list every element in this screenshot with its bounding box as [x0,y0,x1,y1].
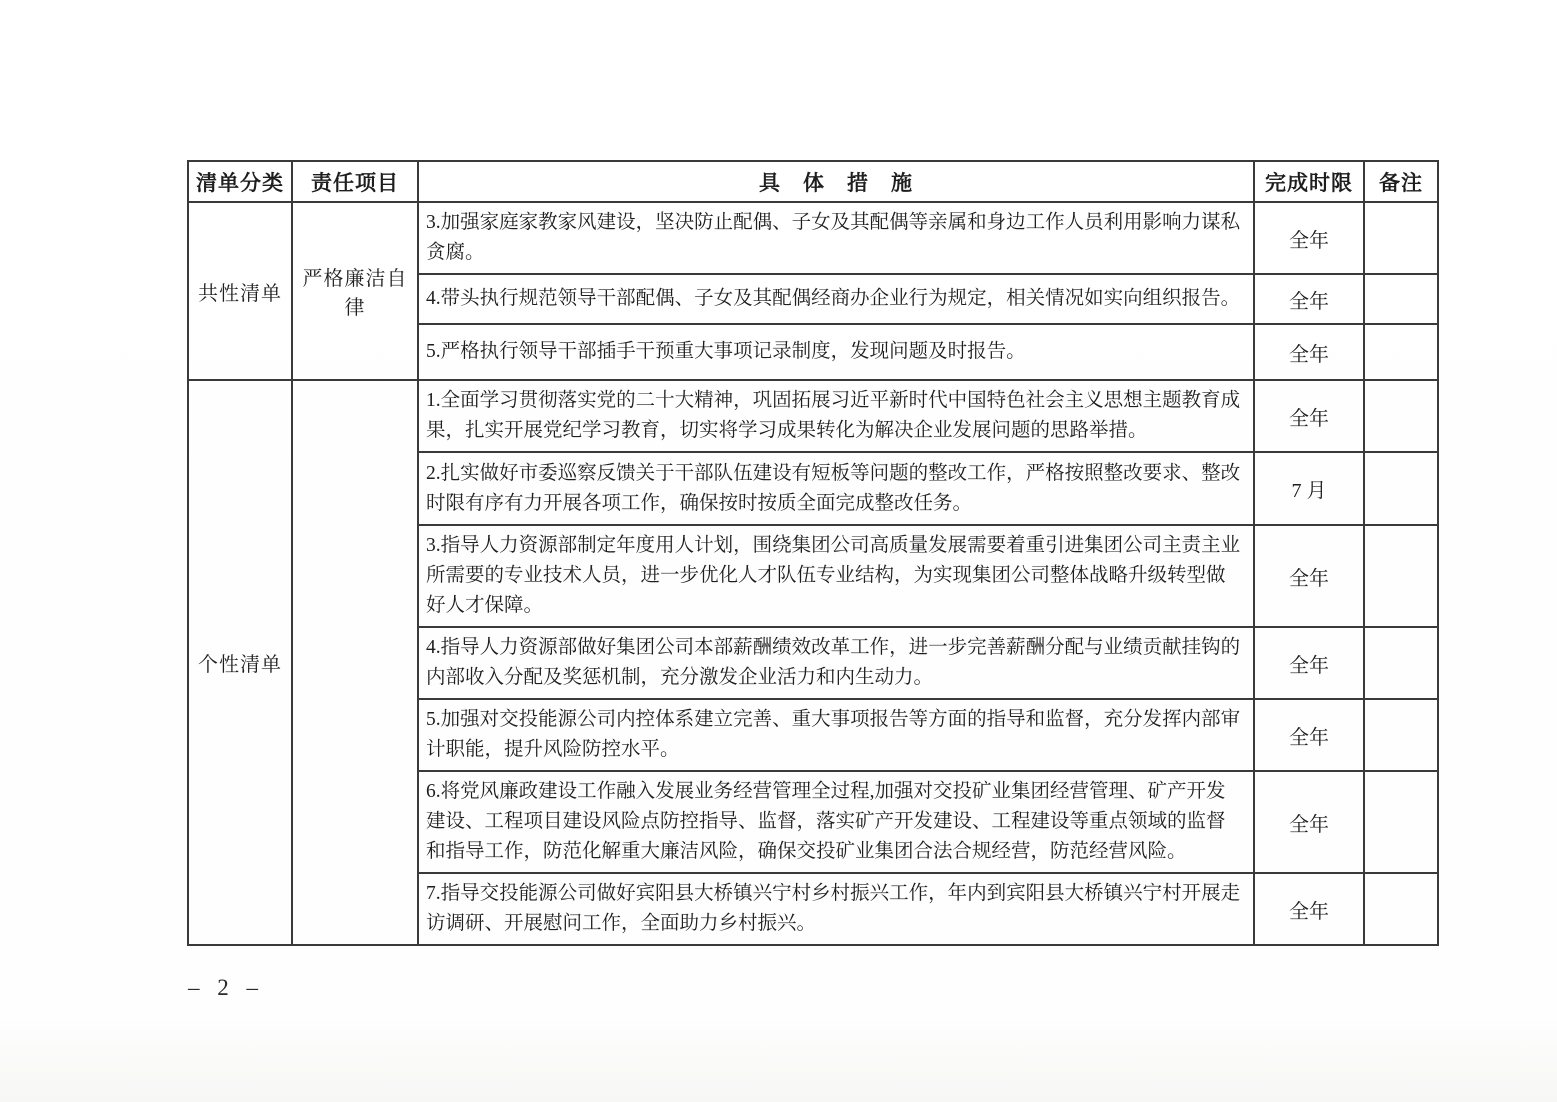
remark-cell [1364,771,1438,873]
measure-cell: 7.指导交投能源公司做好宾阳县大桥镇兴宁村乡村振兴工作，年内到宾阳县大桥镇兴宁村开展走访调研、开展慰问工作，全面助力乡村振兴。 [418,873,1254,945]
header-category: 清单分类 [188,161,292,202]
measure-cell: 2.扎实做好市委巡察反馈关于干部队伍建设有短板等问题的整改工作，严格按照整改要求、整改时限有序有力开展各项工作，确保按时按质全面完成整改任务。 [418,452,1254,525]
table-row [188,202,1438,274]
header-measures: 具 体 措 施 [418,161,1254,202]
table-row [188,380,1438,452]
deadline-cell: 全年 [1254,274,1364,324]
deadline-cell: 全年 [1254,771,1364,873]
measure-cell: 1.全面学习贯彻落实党的二十大精神，巩固拓展习近平新时代中国特色社会主义思想主题教育成果，扎实开展党纪学习教育，切实将学习成果转化为解决企业发展问题的思路举措。 [418,380,1254,452]
deadline-cell: 全年 [1254,324,1364,380]
remark-cell [1364,452,1438,525]
measure-cell: 3.加强家庭家教家风建设，坚决防止配偶、子女及其配偶等亲属和身边工作人员利用影响力谋私贪腐。 [418,202,1254,274]
deadline-cell: 7 月 [1254,452,1364,525]
category-cell-common-list: 共性清单 [188,202,292,380]
remark-cell [1364,202,1438,274]
measure-cell: 5.加强对交投能源公司内控体系建立完善、重大事项报告等方面的指导和监督，充分发挥内部审计职能，提升风险防控水平。 [418,699,1254,771]
header-deadline: 完成时限 [1254,161,1364,202]
responsibility-list-table [187,160,1439,946]
deadline-cell: 全年 [1254,202,1364,274]
deadline-cell: 全年 [1254,873,1364,945]
measure-cell: 5.严格执行领导干部插手干预重大事项记录制度，发现问题及时报告。 [418,324,1254,380]
table-header-row [188,161,1438,202]
project-cell-integrity: 严格廉洁自律 [292,202,418,380]
remark-cell [1364,627,1438,699]
measure-cell: 4.带头执行规范领导干部配偶、子女及其配偶经商办企业行为规定，相关情况如实向组织报告。 [418,274,1254,324]
remark-cell [1364,274,1438,324]
page-number: – 2 – [188,975,264,1000]
measure-cell: 4.指导人力资源部做好集团公司本部薪酬绩效改革工作，进一步完善薪酬分配与业绩贡献挂钩的内部收入分配及奖惩机制，充分激发企业活力和内生动力。 [418,627,1254,699]
header-project: 责任项目 [292,161,418,202]
header-remark: 备注 [1364,161,1438,202]
remark-cell [1364,525,1438,627]
remark-cell [1364,873,1438,945]
measure-cell: 6.将党风廉政建设工作融入发展业务经营管理全过程,加强对交投矿业集团经营管理、矿产开发建设、工程项目建设风险点防控指导、监督，落实矿产开发建设、工程建设等重点领域的监督和指导工作，防范化解重大廉洁风险，确保交投矿业集团合法合规经营，防范经营风险。 [418,771,1254,873]
deadline-cell: 全年 [1254,699,1364,771]
remark-cell [1364,324,1438,380]
project-cell-empty [292,380,418,945]
measure-cell: 3.指导人力资源部制定年度用人计划，围绕集团公司高质量发展需要着重引进集团公司主责主业所需要的专业技术人员，进一步优化人才队伍专业结构，为实现集团公司整体战略升级转型做好人才保障。 [418,525,1254,627]
remark-cell [1364,699,1438,771]
category-cell-individual-list: 个性清单 [188,380,292,945]
deadline-cell: 全年 [1254,627,1364,699]
deadline-cell: 全年 [1254,380,1364,452]
deadline-cell: 全年 [1254,525,1364,627]
remark-cell [1364,380,1438,452]
